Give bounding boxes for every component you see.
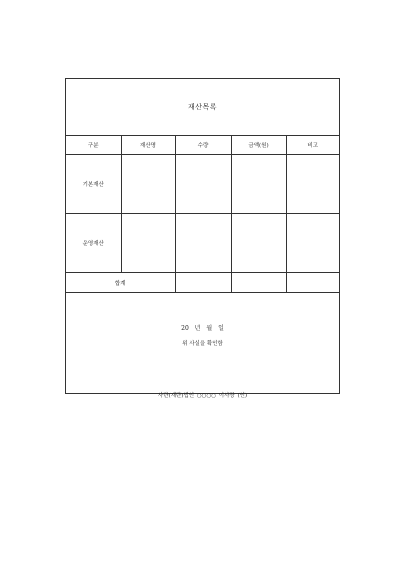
cell-asset-name[interactable] (121, 214, 175, 273)
asset-list-form (65, 78, 340, 399)
table-header-row (66, 136, 339, 155)
total-row (66, 273, 339, 293)
cell-total-amount[interactable] (231, 273, 286, 293)
column-header-asset-name: 재산명 (121, 136, 175, 155)
cell-total-remarks[interactable] (286, 273, 339, 293)
confirmation-section (66, 293, 339, 399)
cell-quantity[interactable] (175, 155, 231, 214)
cell-amount[interactable] (231, 155, 286, 214)
cell-asset-name[interactable] (121, 155, 175, 214)
cell-amount[interactable] (231, 214, 286, 273)
date-line: 20 년 월 일 (181, 325, 224, 332)
signature-line: 사단(재단)법인 ○○○○ 이사장 (인) (157, 393, 248, 399)
total-label: 합계 (66, 273, 175, 293)
column-header-amount: 금액(원) (231, 136, 286, 155)
form-title: 재산목록 (66, 79, 339, 136)
table-row (66, 214, 339, 273)
row-label-operating-assets: 운영재산 (66, 214, 121, 273)
asset-table (66, 136, 339, 293)
column-header-category: 구분 (66, 136, 121, 155)
column-header-remarks: 비고 (286, 136, 339, 155)
confirmation-text: 위 사실을 확인함 (182, 341, 223, 347)
column-header-quantity: 수량 (175, 136, 231, 155)
row-label-basic-assets: 기본재산 (66, 155, 121, 214)
cell-remarks[interactable] (286, 155, 339, 214)
cell-total-quantity[interactable] (175, 273, 231, 293)
cell-quantity[interactable] (175, 214, 231, 273)
table-row (66, 155, 339, 214)
cell-remarks[interactable] (286, 214, 339, 273)
